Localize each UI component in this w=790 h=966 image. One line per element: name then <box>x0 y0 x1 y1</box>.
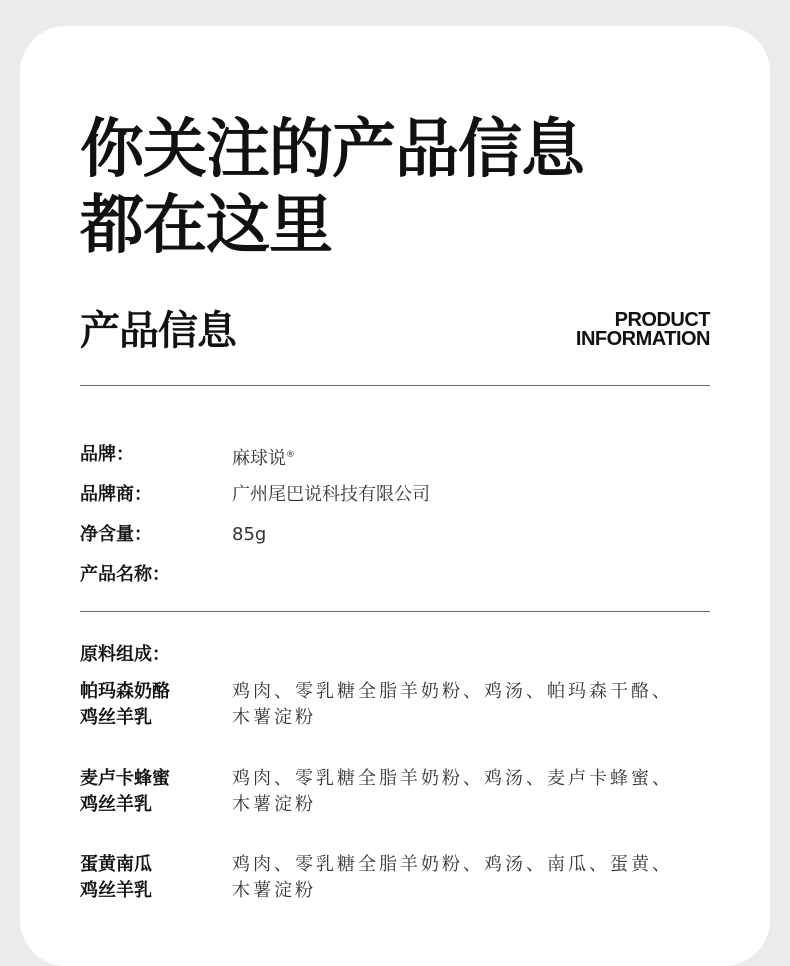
brand-label: 品牌： <box>80 444 134 465</box>
ingredient-item-name-line-2: 鸡丝羊乳 <box>80 794 152 815</box>
ingredient-item-desc <box>232 679 673 731</box>
divider-middle <box>80 611 710 612</box>
ingredient-item-name <box>80 852 152 904</box>
section-title-en-line-2: INFORMATION <box>575 328 710 350</box>
ingredient-item-desc-line-1: 鸡肉、零乳糖全脂羊奶粉、鸡汤、帕玛森干酪、 <box>232 681 673 702</box>
ingredient-item-name-line-2: 鸡丝羊乳 <box>80 707 152 728</box>
net-weight-value: 85g <box>232 524 267 545</box>
section-title-en-line-1: PRODUCT <box>614 309 710 331</box>
ingredient-item-name-line-1: 帕玛森奶酪 <box>80 681 170 702</box>
ingredient-item-desc-line-2: 木薯淀粉 <box>232 880 316 901</box>
ingredient-item-name-line-1: 麦卢卡蜂蜜 <box>80 768 170 789</box>
ingredient-item-name-line-1: 蛋黄南瓜 <box>80 854 152 875</box>
ingredients-heading: 原料组成： <box>80 644 170 665</box>
product-name-label: 产品名称： <box>80 564 170 585</box>
ingredient-item-name <box>80 766 170 818</box>
ingredient-item-desc-line-2: 木薯淀粉 <box>232 794 316 815</box>
ingredient-item-desc <box>232 766 673 818</box>
maker-value: 广州尾巴说科技有限公司 <box>232 484 430 505</box>
brand-name: 麻球说 <box>232 448 286 469</box>
brand-value <box>232 442 295 472</box>
hero-line-1: 你关注的产品信息 <box>80 113 584 187</box>
hero-line-2: 都在这里 <box>80 189 332 263</box>
hero-heading <box>80 112 584 264</box>
section-title: 产品信息 <box>80 308 236 354</box>
section-title-en <box>576 311 710 349</box>
maker-label: 品牌商： <box>80 484 152 505</box>
ingredient-item-name-line-2: 鸡丝羊乳 <box>80 880 152 901</box>
ingredient-item-desc <box>232 852 673 904</box>
net-weight-label: 净含量： <box>80 524 152 545</box>
ingredient-item-desc-line-1: 鸡肉、零乳糖全脂羊奶粉、鸡汤、南瓜、蛋黄、 <box>232 854 673 875</box>
ingredient-item-desc-line-2: 木薯淀粉 <box>232 707 316 728</box>
registered-mark: ® <box>286 450 295 460</box>
ingredient-item-name <box>80 679 170 731</box>
ingredient-item-desc-line-1: 鸡肉、零乳糖全脂羊奶粉、鸡汤、麦卢卡蜂蜜、 <box>232 768 673 789</box>
divider-top <box>80 385 710 386</box>
